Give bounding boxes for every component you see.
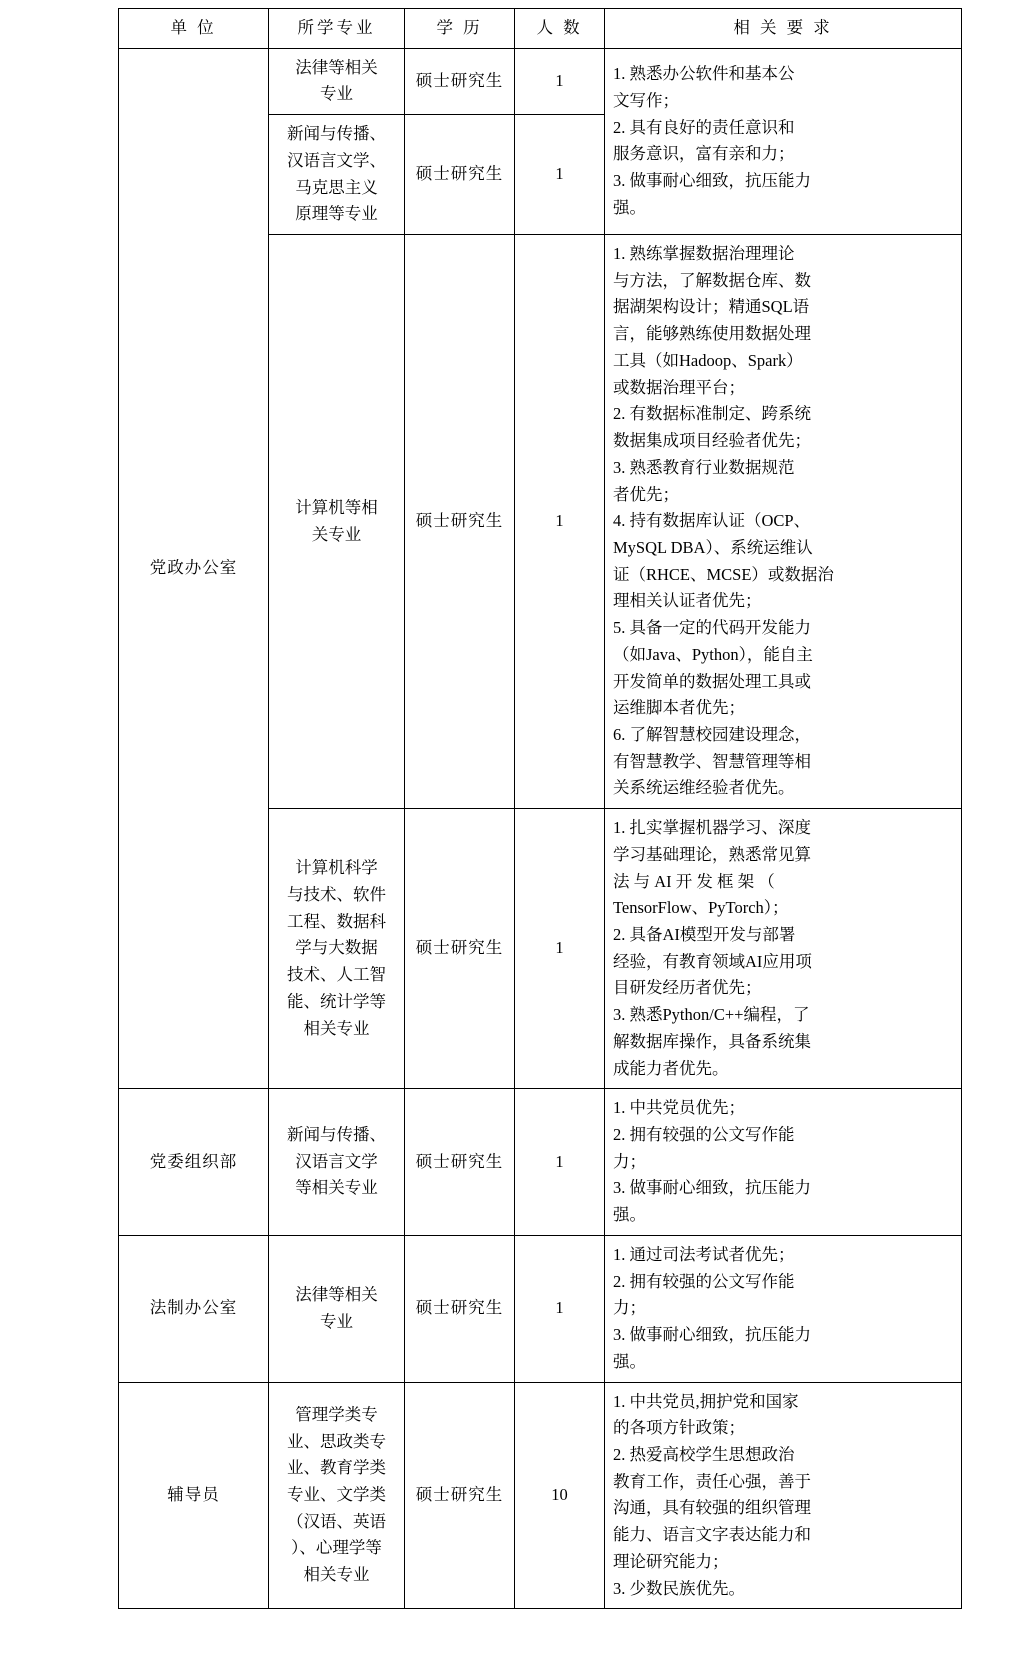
major-line: 计算机科学 [295, 858, 378, 878]
cell-count: 1 [515, 1089, 605, 1236]
major-line: 学与大数据 [295, 938, 378, 958]
cell-major [269, 115, 405, 235]
cell-requirements [605, 235, 962, 809]
requirement-line: 2. 有数据标准制定、跨系统 [613, 404, 811, 424]
cell-unit: 党政办公室 [119, 48, 269, 1089]
cell-count: 1 [515, 809, 605, 1089]
header-degree: 学 历 [405, 9, 515, 49]
cell-unit: 法制办公室 [119, 1235, 269, 1382]
requirement-line: 的各项方针政策； [613, 1418, 745, 1438]
requirement-line: 理相关认证者优先； [613, 591, 762, 611]
requirement-line: 1. 通过司法考试者优先； [613, 1244, 795, 1264]
cell-requirements [605, 48, 962, 234]
header-count: 人 数 [515, 9, 605, 49]
cell-degree: 硕士研究生 [405, 1382, 515, 1609]
requirement-line: 3. 做事耐心细致，抗压能力 [613, 171, 811, 191]
cell-degree: 硕士研究生 [405, 809, 515, 1089]
cell-count: 1 [515, 48, 605, 114]
requirement-line: 2. 具备AI模型开发与部署 [613, 925, 796, 944]
major-line: 等相关专业 [295, 1178, 378, 1198]
requirement-line: 强。 [613, 1205, 646, 1225]
requirement-line: 力； [613, 1151, 646, 1171]
requirement-line: 1. 中共党员优先； [613, 1098, 745, 1118]
cell-count: 10 [515, 1382, 605, 1609]
requirement-line: 5. 具备一定的代码开发能力 [613, 618, 811, 638]
cell-count: 1 [515, 1235, 605, 1382]
major-line: 关专业 [311, 524, 362, 544]
requirement-line: 目研发经历者优先； [613, 978, 762, 998]
table-row [119, 1089, 962, 1236]
cell-requirements [605, 1382, 962, 1609]
requirement-line: 1. 熟悉办公软件和基本公 [613, 64, 795, 84]
major-line: 技术、人工智 [287, 965, 386, 985]
table-row [119, 48, 962, 114]
requirement-line: 言，能够熟练使用数据处理 [613, 324, 811, 344]
requirement-line: 或数据治理平台； [613, 377, 745, 397]
major-line: 马克思主义 [295, 177, 378, 197]
requirement-line: 4. 持有数据库认证（OCP、 [613, 511, 811, 531]
requirement-line: 有智慧教学、智慧管理等相 [613, 751, 811, 771]
requirement-line: TensorFlow、PyTorch）； [613, 898, 789, 918]
cell-requirements [605, 1235, 962, 1382]
header-requirements: 相 关 要 求 [605, 9, 962, 49]
major-line: 新闻与传播、 [287, 124, 386, 144]
requirement-line: 3. 做事耐心细致，抗压能力 [613, 1325, 811, 1345]
requirement-line: 3. 做事耐心细致，抗压能力 [613, 1178, 811, 1198]
major-line: ）、心理学等 [291, 1538, 382, 1558]
major-line: 能、统计学等 [287, 991, 386, 1011]
cell-degree: 硕士研究生 [405, 115, 515, 235]
major-line: 专业 [320, 84, 353, 104]
requirement-line: 教育工作，责任心强，善于 [613, 1471, 811, 1491]
major-line: 业、思政类专 [287, 1431, 386, 1451]
table-row [119, 1382, 962, 1609]
major-line: 相关专业 [303, 1018, 370, 1038]
requirement-line: 关系统运维经验者优先。 [613, 778, 795, 798]
cell-count: 1 [515, 115, 605, 235]
major-line: 相关专业 [303, 1565, 370, 1585]
requirement-line: （如Java、Python），能自主 [613, 644, 813, 664]
requirement-line: 工具（如Hadoop、Spark） [613, 350, 803, 370]
cell-major [269, 1089, 405, 1236]
requirement-line: 强。 [613, 197, 646, 217]
table-header [119, 9, 962, 49]
major-line: 工程、数据科 [287, 911, 386, 931]
cell-unit: 辅导员 [119, 1382, 269, 1609]
cell-degree: 硕士研究生 [405, 1089, 515, 1236]
requirement-line: 1. 扎实掌握机器学习、深度 [613, 818, 811, 838]
requirement-line: 理论研究能力； [613, 1551, 729, 1571]
major-line: 专业 [320, 1311, 353, 1331]
cell-major [269, 1382, 405, 1609]
major-line: 原理等专业 [295, 204, 378, 224]
requirement-line: 服务意识，富有亲和力； [613, 144, 795, 164]
requirement-line: 强。 [613, 1351, 646, 1371]
cell-count: 1 [515, 235, 605, 809]
requirement-line: 经验，有教育领域AI应用项 [613, 951, 812, 971]
header-row [119, 9, 962, 49]
requirement-line: 者优先； [613, 484, 679, 504]
requirement-line: 1. 熟练掌握数据治理理论 [613, 244, 795, 264]
requirement-line: 学习基础理论，熟悉常见算 [613, 844, 811, 864]
major-line: 法律等相关 [295, 1284, 378, 1304]
cell-degree: 硕士研究生 [405, 48, 515, 114]
requirement-line: 6. 了解智慧校园建设理念， [613, 724, 811, 744]
requirement-line: 2. 拥有较强的公文写作能 [613, 1271, 795, 1291]
major-line: 专业、文学类 [287, 1485, 386, 1505]
requirement-line: 证（RHCE、MCSE）或数据治 [613, 564, 834, 584]
cell-unit: 党委组织部 [119, 1089, 269, 1236]
cell-requirements [605, 1089, 962, 1236]
requirement-line: MySQL DBA）、系统运维认 [613, 537, 813, 557]
major-line: 管理学类专 [295, 1404, 378, 1424]
header-major: 所学专业 [269, 9, 405, 49]
requirement-line: 3. 少数民族优先。 [613, 1578, 745, 1598]
table-body [119, 48, 962, 1609]
major-line: 与技术、软件 [287, 884, 386, 904]
cell-requirements [605, 809, 962, 1089]
recruitment-table [118, 8, 962, 1609]
requirement-line: 与方法，了解数据仓库、数 [613, 270, 811, 290]
major-line: 业、教育学类 [287, 1458, 386, 1478]
table-row [119, 1235, 962, 1382]
cell-degree: 硕士研究生 [405, 235, 515, 809]
major-line: 法律等相关 [295, 57, 378, 77]
header-unit: 单 位 [119, 9, 269, 49]
major-line: （汉语、英语 [287, 1511, 386, 1531]
major-line: 汉语言文学 [295, 1151, 378, 1171]
requirement-line: 法 与 AI 开 发 框 架 （ [613, 871, 775, 891]
requirement-line: 沟通，具有较强的组织管理 [613, 1498, 811, 1518]
requirement-line: 3. 熟悉教育行业数据规范 [613, 457, 795, 477]
requirement-line: 2. 具有良好的责任意识和 [613, 117, 795, 137]
requirement-line: 2. 热爱高校学生思想政治 [613, 1444, 795, 1464]
cell-major [269, 809, 405, 1089]
requirement-line: 开发简单的数据处理工具或 [613, 671, 811, 691]
cell-major [269, 48, 405, 114]
requirement-line: 文写作； [613, 90, 679, 110]
requirement-line: 成能力者优先。 [613, 1058, 729, 1078]
major-line: 汉语言文学、 [287, 150, 386, 170]
requirement-line: 3. 熟悉Python/C++编程，了 [613, 1005, 810, 1025]
cell-major [269, 235, 405, 809]
major-line: 新闻与传播、 [287, 1125, 386, 1145]
cell-degree: 硕士研究生 [405, 1235, 515, 1382]
major-line: 计算机等相 [295, 497, 378, 517]
requirement-line: 解数据库操作，具备系统集 [613, 1031, 811, 1051]
requirement-line: 力； [613, 1298, 646, 1318]
requirement-line: 数据集成项目经验者优先； [613, 431, 811, 451]
requirement-line: 运维脚本者优先； [613, 698, 745, 718]
cell-major [269, 1235, 405, 1382]
requirement-line: 据湖架构设计；精通SQL语 [613, 297, 810, 317]
requirement-line: 1. 中共党员,拥护党和国家 [613, 1391, 799, 1411]
requirement-line: 2. 拥有较强的公文写作能 [613, 1125, 795, 1145]
requirement-line: 能力、语言文字表达能力和 [613, 1525, 811, 1545]
